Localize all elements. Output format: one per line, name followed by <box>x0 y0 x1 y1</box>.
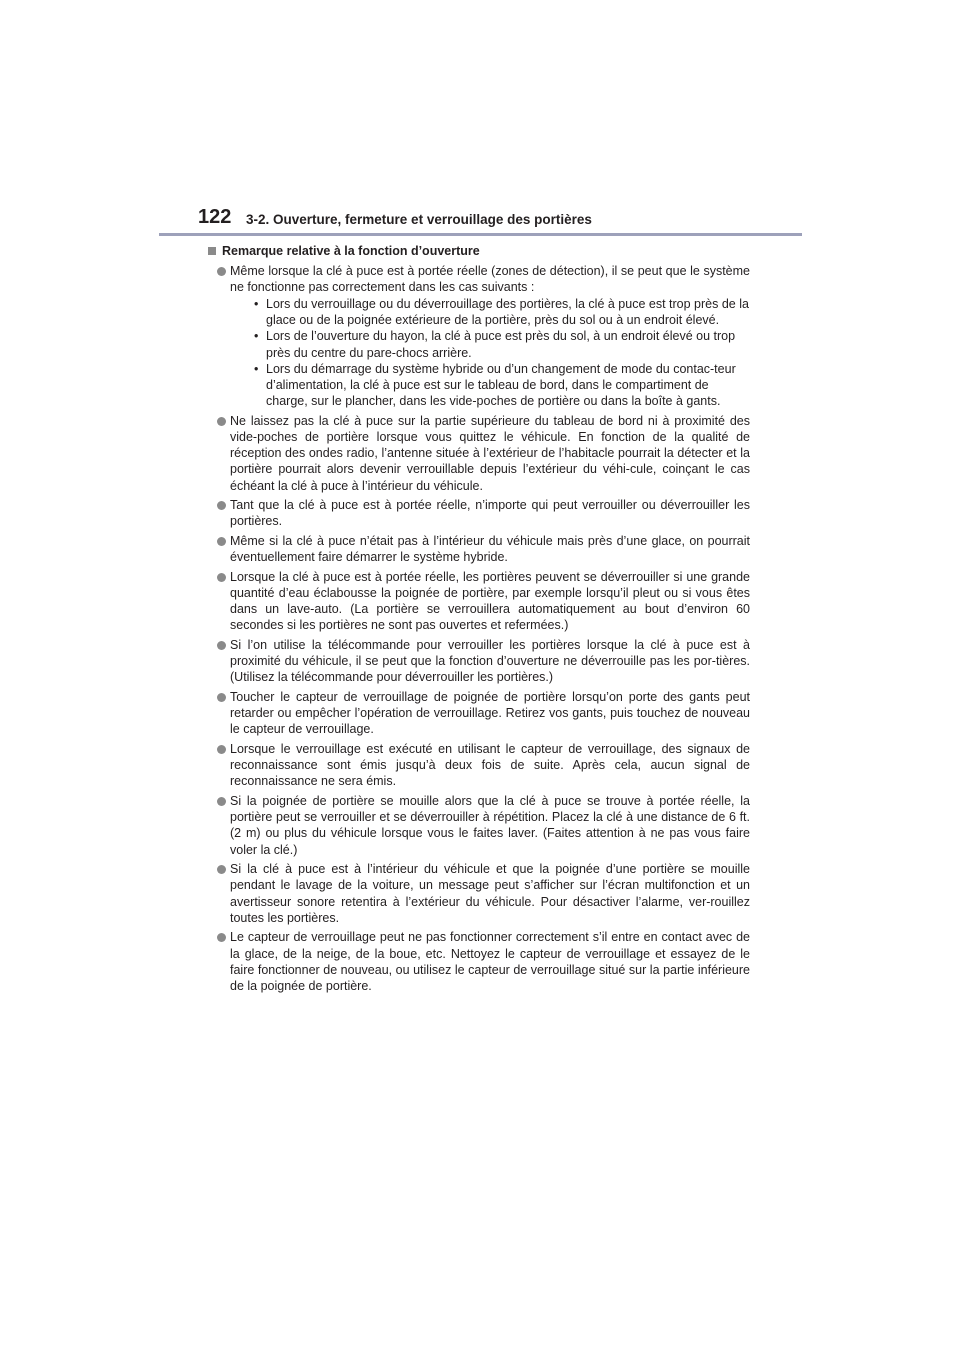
list-item <box>208 263 750 410</box>
circle-bullet-icon <box>217 267 226 276</box>
circle-bullet-icon <box>217 641 226 650</box>
list-item-text: Tant que la clé à puce est à portée réelle, n’importe qui peut verrouiller ou déverrouiller les portières. <box>230 498 750 529</box>
page-content <box>208 243 750 994</box>
list-item <box>208 497 750 529</box>
list-item-text: Si la poignée de portière se mouille alors que la clé à puce se trouve à portée réelle, la portière peut se verrouiller et se déverrouiller à répétition. Placez la clé à une distance de 6 ft. (2 m) ou plus du véhicule lorsque vous le faites laver. (Faites attention à ne pas vous faire voler la clé.) <box>230 794 750 857</box>
section-title: 3-2. Ouverture, fermeture et verrouillage des portières <box>246 212 592 227</box>
list-item <box>208 637 750 686</box>
small-bullet-icon: • <box>254 329 259 344</box>
list-item <box>208 413 750 494</box>
circle-bullet-icon <box>217 933 226 942</box>
subheading-text: Remarque relative à la fonction d’ouverture <box>222 244 480 258</box>
circle-bullet-icon <box>217 865 226 874</box>
list-item-text: Si la clé à puce est à l’intérieur du véhicule et que la poignée d’une portière se mouille pendant le lavage de la voiture, un message peut s’afficher sur l’écran multifonction et un avertisseur sonore retentira à l’extérieur du véhicule. Pour désactiver l’alarme, ver-rouillez toutes les portières. <box>230 862 750 925</box>
small-bullet-icon: • <box>254 361 259 376</box>
sub-list-item-text: Lors du verrouillage ou du déverrouillage des portières, la clé à puce est trop près de la glace ou de la poignée extérieure de la portière, près du sol ou à un endroit élevé. <box>266 297 749 328</box>
list-item-text: Ne laissez pas la clé à puce sur la partie supérieure du tableau de bord ni à proximité des vide-poches de portière lorsque vous quittez le véhicule. En fonction de la qualité de réception des ondes radio, l’antenne située à l’extérieur de l’habitacle pourrait la détecter et la portière pourrait alors devenir verrouillable depuis l’extérieur du véhi-cule, coinçant le cas échéant la clé à puce à l’intérieur du véhicule. <box>230 413 750 493</box>
square-bullet-icon <box>208 247 216 255</box>
list-item <box>208 533 750 565</box>
circle-bullet-icon <box>217 537 226 546</box>
list-item <box>208 569 750 634</box>
list-item <box>208 793 750 858</box>
sub-list-item-text: Lors de l’ouverture du hayon, la clé à puce est près du sol, à un endroit élevé ou trop près du centre du pare-chocs arrière. <box>266 329 736 360</box>
circle-bullet-icon <box>217 693 226 702</box>
circle-bullet-icon <box>217 745 226 754</box>
header-rule <box>159 233 802 236</box>
circle-bullet-icon <box>217 573 226 582</box>
list-item <box>208 689 750 738</box>
list-item-text: Même si la clé à puce n’était pas à l’intérieur du véhicule mais près d’une glace, on pourrait éventuellement faire démarrer le système hybride. <box>230 534 750 565</box>
list-item <box>208 741 750 790</box>
sub-list-item-text: Lors du démarrage du système hybride ou d’un changement de mode du contac-teur d’alimentation, la clé à puce est sur le tableau de bord, dans le compartiment de charge, sur le plancher, dans les vide-poches de portière ou dans la boîte à gants. <box>266 361 736 409</box>
small-bullet-icon: • <box>254 297 259 311</box>
sub-list-item <box>230 361 750 410</box>
subheading <box>208 243 750 259</box>
list-item <box>208 861 750 926</box>
page-number: 122 <box>198 206 232 228</box>
list-item-text: Lorsque le verrouillage est exécuté en utilisant le capteur de verrouillage, des signaux de reconnaissance sont émis jusqu’à deux fois de suite. Après cela, aucun signal de reconnaissance ne sera émis. <box>230 742 750 789</box>
circle-bullet-icon <box>217 501 226 510</box>
list-item-text: Lorsque la clé à puce est à portée réelle, les portières peuvent se déverrouiller si une grande quantité d’eau éclabousse la poignée de portière, par exemple lorsqu’il pleut ou si vous êtes dans un lave-auto. (La portière se verrouillera automatiquement au bout d’environ 60 secondes si les portières ne sont pas ouvertes et refermées.) <box>230 569 750 633</box>
list-item-text: Si l’on utilise la télécommande pour verrouiller les portières lorsque la clé à puce est à proximité du véhicule, il se peut que la fonction d’ouverture ne déverrouille pas les por-tières. (Utilisez la télécommande pour déverrouiller les portières.) <box>230 638 750 685</box>
circle-bullet-icon <box>217 797 226 806</box>
page-header <box>198 205 802 235</box>
sub-list <box>230 296 750 409</box>
list-item-text: Même lorsque la clé à puce est à portée réelle (zones de détection), il se peut que le système ne fonctionne pas correctement dans les cas suivants : <box>230 263 750 294</box>
sub-list-item <box>230 296 750 328</box>
item-list <box>208 263 750 995</box>
list-item-text: Le capteur de verrouillage peut ne pas fonctionner correctement s’il entre en contact avec de la glace, de la neige, de la boue, etc. Nettoyez le capteur de verrouillage et essayez de le faire fonctionner de nouveau, ou utilisez le capteur de verrouillage situé sur la partie inférieure de la poignée de portière. <box>230 930 750 994</box>
list-item-text: Toucher le capteur de verrouillage de poignée de portière lorsqu’on porte des gants peut retarder ou empêcher l’opération de verrouillage. Retirez vos gants, puis touchez de nouveau le capteur de verrouillage. <box>230 690 750 737</box>
circle-bullet-icon <box>217 417 226 426</box>
list-item <box>208 929 750 994</box>
sub-list-item <box>230 328 750 360</box>
